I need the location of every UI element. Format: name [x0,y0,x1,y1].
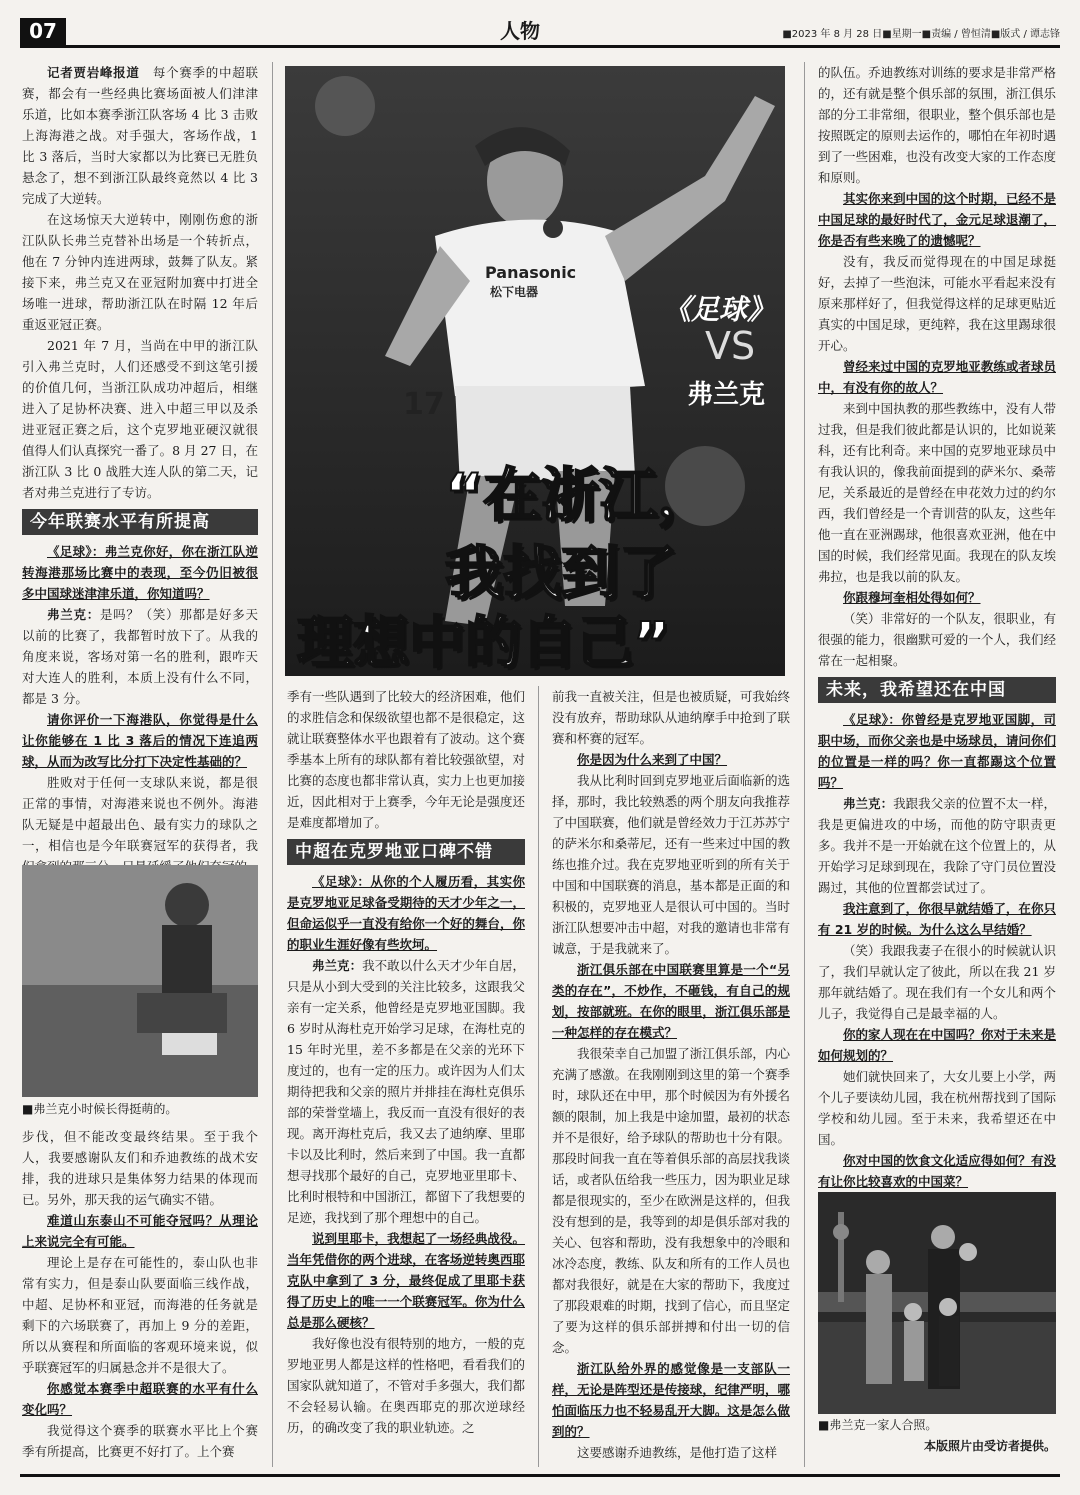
headline-line-1: “在浙江， [445,461,716,529]
photo-credit: 本版照片由受访者提供。 [923,1439,1056,1453]
family-photo [818,1192,1056,1414]
column-1 [22,62,258,867]
speaker-label: 弗兰克： [312,958,363,973]
family-photo-caption: ■弗兰克一家人合照。 [818,1418,938,1432]
childhood-photo-caption: ■弗兰克小时候长得挺萌的。 [22,1102,178,1116]
speaker-label: 弗兰克： [47,607,100,622]
childhood-photo-image [22,865,258,1097]
column-divider [272,62,273,1467]
answer: 来到中国执教的那些教练中，没有人带过我，但是我们彼此都是认识的，比如说莱科，还有比利奇。来中国的克罗地亚球员中有我认识的，像我前面提到的萨米尔、桑蒂尼，关系最近的是曾经在申花效力过的约尔西，我们曾经是一个青训营的队友，这些年他一直在亚洲踢球，他很喜欢亚洲，他在中国的时候，我们经常见面。我现在的队友埃弗拉，也是我以前的队友。 [818,401,1056,584]
body-paragraph: 2021 年 7 月，当尚在中甲的浙江队引入弗兰克时，人们还感受不到这笔引援的价值几何，当浙江队成功冲超后，相继进入了足协杯决赛、进入中超三甲以及杀进亚冠正赛之后，这个克罗地亚硬汉就很值得人们认真探究一番了。8 月 27 日，在浙江队 3 比 0 战胜大连人队的第二天，记者对弗兰克进行了专访。 [22,338,258,500]
column-2 [287,686,525,1466]
hero-photo [285,66,785,676]
question: 你跟穆坷奎相处得如何？ [843,590,981,605]
column-divider [804,62,805,1467]
speaker-label: 弗兰克： [843,796,894,811]
answer: 理论上是存在可能性的，泰山队也非常有实力，但是泰山队要面临三线作战，中超、足协杯和亚冠，而海港的任务就是剩下的六场联赛了，再加上 9 分的差距，所以从赛程和所面临的客观环境来说，似乎联赛冠军的归属悬念并不是很大了。 [22,1255,258,1375]
jersey-number: 17 [403,387,445,422]
answer: 胜败对于任何一支球队来说，都是很正常的事情，对海港来说也不例外。海港队无疑是中超最出色、最有实力的球队之一，相信也是今年联赛冠军的获得者，我 [22,775,258,853]
column-4 [818,62,1056,1189]
answer: 这要感谢乔迪教练，是他打造了这样 [577,1445,778,1460]
question: 《足球》：从你的个人履历看，其实你是克罗地亚足球备受期待的天才少年之一，但命运似乎一直没有给你一个好的舞台，你的职业生涯好像有些坎坷。 [287,874,525,952]
page-number: 07 [20,18,66,45]
intro-paragraph: 记者贾岩峰报道 每个赛季的中超联赛，都会有一些经典比赛场面被人们津津乐道，比如本赛季浙江队客场 4 比 3 击败上海海港之战。对手强大，客场作战，1 比 3 落后，当时大家都以为比赛已无胜负悬念了，想不到浙江队最终竟然以 4 比 3 完成了大逆转。 [22,65,258,206]
headline-line-2: 我找到了 [445,539,678,607]
answer: 弗兰克：我不敢以什么天才少年自居，只是从小到大受到的关注比较多，这跟我父亲有一定关系，他曾经是克罗地亚国脚。我 6 岁时从海杜克开始学习足球，在海杜克的 15 年时光里，差不多都是在父亲的光环下度过的，也有一定的压力。或许因为人们太期待把我和父亲的照片并排挂在海杜克俱乐部的荣誉堂墙上，我反而一直没有很好的表现。离开海杜克后，我又去了迪纳摩、里耶卡以及比利时，然后来到了中国。我一直都想寻找那个最好的自己，克罗地亚里耶卡、比利时根特和中国浙江，都留下了我想要的足迹，我找到了那个理想中的自己。 [287,958,525,1225]
answer: 我好像也没有很特别的地方，一般的克罗地亚男人都是这样的性格吧，看看我们的国家队就知道了，不管对手多强大，我们都不会轻易认输。在奥西耶克的那次逆球经历，的确改变了我的职业轨迹。之 [287,1336,525,1435]
answer: 她们就快回来了，大女儿要上小学，两个儿子要读幼儿园，我在杭州帮找到了国际学校和幼儿园。至于未来，我希望还在中国。 [818,1069,1056,1147]
headline-line-3: 理想中的自己” [297,611,670,676]
subhead-reputation: 中超在克罗地亚口碑不错 [287,839,525,865]
question: 你是因为什么来到了中国？ [577,752,728,767]
answer: 步伐，但不能改变最终结果。至于我个人，我要感谢队友们和乔迪教练的战术安排，我的进球只是集体努力结果的体现而已。另外，那天我的运气确实不错。 [22,1129,258,1207]
question: 浙江队给外界的感觉像是一支部队一样，无论是阵型还是传接球，纪律严明，哪怕面临压力也不轻易乱开大脚。这是怎么做到的？ [552,1361,790,1439]
page-header [20,18,1060,48]
question: 难道山东泰山不可能夺冠吗？从理论上来说完全有可能。 [22,1213,258,1249]
question: 浙江俱乐部在中国联赛里算是一个“另类的存在”，不炒作，不砸钱，有自己的规划，按部就班。在你的眼里，浙江俱乐部是一种怎样的存在模式？ [552,962,790,1040]
answer: （笑）非常好的一个队友，很职业，有很强的能力，很幽默可爱的一个人，我们经常在一起相聚。 [818,611,1056,668]
question: 其实你来到中国的这个时期，已经不是中国足球的最好时代了，金元足球退潮了，你是否有些来晚了的遗憾呢？ [818,191,1056,248]
question: 请你评价一下海港队，你觉得是什么让你能够在 1 比 3 落后的情况下连追两球，从而为改写比分打下决定性基础的？ [22,712,258,769]
question: 你感觉本赛季中超联赛的水平有什么变化吗？ [22,1381,258,1417]
answer: （笑）我跟我妻子在很小的时候就认识了，我们早就认定了彼此，所以在我 21 岁那年就结婚了。现在我们有一个女儿和两个儿子，我觉得自己是最幸福的人。 [818,943,1056,1021]
family-photo-image [818,1192,1056,1414]
question: 我注意到了，你很早就结婚了，在你只有 21 岁的时候。为什么这么早结婚？ [818,901,1056,937]
question: 说到里耶卡，我想起了一场经典战役。当年凭借你的两个进球，在客场逆转奥西耶克队中拿到了 3 分，最终促成了里耶卡获得了历史上的唯一一个联赛冠军。你为什么总是那么硬核？ [287,1231,525,1330]
childhood-photo [22,865,258,1097]
question: 《足球》：你曾经是克罗地亚国脚，司职中场，而你父亲也是中场球员，请问你们的位置是一样的吗？你一直都踢这个位置吗？ [818,712,1056,790]
question: 《足球》：弗兰克你好，你在浙江队逆转海港那场比赛中的表现，至今仍旧被很多中国球迷津津乐道，你知道吗？ [22,544,258,601]
answer: 弗兰克：是吗？（笑）那都是好多天以前的比赛了，我都暂时放下了。从我的角度来说，客场对第一名的胜利，跟咋天对大连人的胜利，本质上没有什么不同，都是 3 分。 [22,607,258,706]
bottom-rule [20,1474,1060,1477]
subhead-league-level: 今年联赛水平有所提高 [22,509,258,535]
body-paragraph: 季有一些队遇到了比较大的经济困难，他们的求胜信念和保级欲望也都不是很稳定，这就让联赛整体水平也跟着有了波动。这个赛季基本上所有的球队都有着比较强欲望，对比赛的态度也都非常认真，实力上也更加接近，因此相对于上赛季，今年无论是强度还是难度都增加了。 [287,689,525,830]
section-title: 人物 [500,19,540,43]
answer: 弗兰克：我跟我父亲的位置不太一样，我是更偏进攻的中场，而他的防守职责更多。我并不是一开始就在这个位置上的，从开始学习足球到现在，我除了守门员位置没踢过，其他的位置都尝试过了。 [818,796,1056,895]
question: 你的家人现在在中国吗？你对于未来是如何规划的？ [818,1027,1056,1063]
answer: 我觉得这个赛季的联赛水平比上个赛季有所提高，比赛更不好打了。上个赛 [22,1423,258,1459]
issue-meta: ■2023 年 8 月 28 日■星期一■责编 / 曾恒清■版式 / 谭志锋 [782,29,1060,40]
reporter-byline: 记者贾岩峰报道 [47,65,140,80]
body-paragraph: 的队伍。乔迪教练对训练的要求是非常严格的，还有就是整个俱乐部的氛围，浙江俱乐部的分工非常细，很职业，整个俱乐部也是按照既定的原则去运作的，哪怕在年初时遇到了一些困难，也没有改变大家的工作态度和原则。 [818,65,1056,185]
answer: 我从比利时回到克罗地亚后面临新的选择，那时，我比较熟悉的两个朋友向我推荐了中国联赛，他们就是曾经效力于江苏苏宁的萨米尔和桑蒂尼，还有一些来过中国的教练也推介过。我在克罗地亚听到的所有关于中国和中国联赛的消息，基本都是正面的和积极的，克罗地亚人是很认可中国的。当时浙江队想要冲击中超，对我的邀请也非常有诚意，于是我就来了。 [552,773,790,956]
question: 曾经来过中国的克罗地亚教练或者球员中，有没有你的故人？ [818,359,1056,395]
column-1-cont [22,1126,258,1466]
body-paragraph: 在这场惊天大逆转中，刚刚伤愈的浙江队队长弗兰克替补出场是一个转折点，他在 7 分钟内连进两球，鼓舞了队友。紧接下来，弗兰克又在亚冠附加赛中打进全场唯一进球，帮助浙江队在时隔 12 年后重返亚冠正赛。 [22,212,258,332]
body-paragraph: 前我一直被关注，但是也被质疑，可我始终没有放弃，帮助球队从迪纳摩手中抢到了联赛和杯赛的冠军。 [552,689,790,746]
question: 你对中国的饮食文化适应得如何？有没有让你比较喜欢的中国菜？ [818,1153,1056,1189]
column-divider [538,686,539,1467]
tag-person: 弗兰克 [687,380,766,410]
jersey-sponsor: Panasonic [485,263,577,282]
jersey-sponsor-cn: 松下电器 [490,285,539,299]
answer: 没有，我反而觉得现在的中国足球挺好，去掉了一些泡沫，可能水平看起来没有原来那样好了，但我觉得这样的足球更贴近真实的中国足球，更纯粹，我在这里踢球很开心。 [818,254,1056,353]
column-3 [552,686,790,1466]
tag-publication: 《足球》 [663,293,776,326]
subhead-future: 未来，我希望还在中国 [818,677,1056,703]
tag-vs: VS [705,324,756,368]
answer: 我很荣幸自己加盟了浙江俱乐部，内心充满了感激。在我刚刚到这里的第一个赛季时，球队还在中甲，那个时候因为有外援名额的限制，加上我是中途加盟，最初的状态并不是很好，给予球队的帮助也十分有限。那段时间我一直在等着俱乐部的高层找我谈话，或者队伍给我一些压力，因为职业足球都是很现实的，至少在欧洲是这样的，但我没有想到的是，我等到的却是俱乐部对我的关心、包容和帮助，没有我想象中的冷眼和冰冷态度，教练、队友和所有的工作人员也都对我很好，就是在大家的帮助下，我度过了那段艰难的时期，找到了信心，而且坚定了要为这样的俱乐部拼搏和付出一切的信念。 [552,1046,790,1355]
